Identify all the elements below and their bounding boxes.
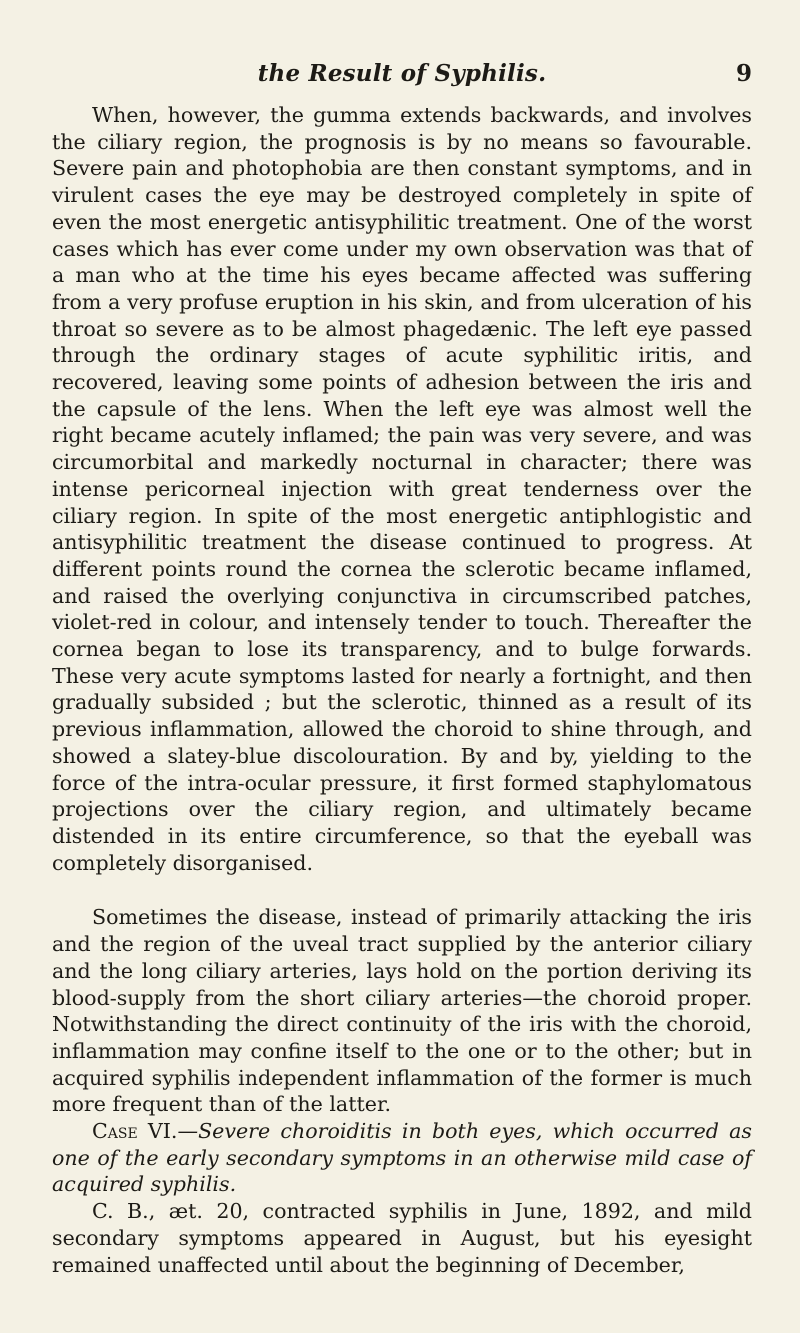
paragraph-case-history: C. B., æt. 20, contracted syphilis in June, 1892, and mild secondary symptoms appeared in August, but his eyesight remained unaffected until about the beginning of December, xyxy=(52,1199,752,1277)
case-label: Case VI. xyxy=(92,1119,178,1144)
running-title: the Result of Syphilis. xyxy=(257,60,547,87)
page-number: 9 xyxy=(735,60,752,87)
paragraph-choroid: Sometimes the disease, instead of primarily attacking the iris and the region of the uveal tract supplied by the anterior ciliary and the long ciliary arteries, lays hold on the portion deriving its blood-supply from the short ciliary arteries—the choroid proper. Notwithstanding the direct continuity of the iris with the choroid, inflammation may confine itself to the one or to the other; but in acquired syphilis independent inflammation of the former is much more frequent than of the latter. xyxy=(52,905,752,1117)
case-title: —Severe choroiditis in both eyes, which occurred as one of the early secondary symptoms in an otherwise mild case of acquired syphilis. xyxy=(52,1119,753,1197)
book-page xyxy=(52,0,752,1333)
case-heading xyxy=(52,1118,752,1198)
body-text xyxy=(52,102,752,1278)
running-head xyxy=(52,60,752,92)
paragraph-gumma: When, however, the gumma extends backwards, and involves the ciliary region, the prognosis is by no means so favourable. Severe pain and photophobia are then constant symptoms, and in virulent cases the eye may be destroyed completely in spite of even the most energetic antisyphilitic treatment. One of the worst cases which has ever come under my own observation was that of a man who at the time his eyes became affected was suffering from a very profuse eruption in his skin, and from ulceration of his throat so severe as to be almost phagedænic. The left eye passed through the ordinary stages of acute syphilitic iritis, and recovered, leaving some points of adhesion between the iris and the capsule of the lens. When the left eye was almost well the right became acutely inflamed; the pain was very severe, and was circumorbital and markedly nocturnal in character; there was intense pericorneal injection with great tenderness over the ciliary region. In spite of the most energetic antiphlogistic and antisyphilitic treatment the disease continued to progress. At different points round the cornea the sclerotic became inflamed, and raised the overlying conjunctiva in circumscribed patches, violet-red in colour, and intensely tender to touch. Thereafter the cornea began to lose its transparency, and to bulge forwards. These very acute symptoms lasted for nearly a fortnight, and then gradually subsided ; but the sclerotic, thinned as a result of its previous inflammation, allowed the choroid to shine through, and showed a slatey-blue discolouration. By and by, yielding to the force of the intra-ocular pressure, it first formed staphylomatous projections over the ciliary region, and ultimately became distended in its entire circumference, so that the eyeball was completely disorganised. xyxy=(52,103,752,875)
